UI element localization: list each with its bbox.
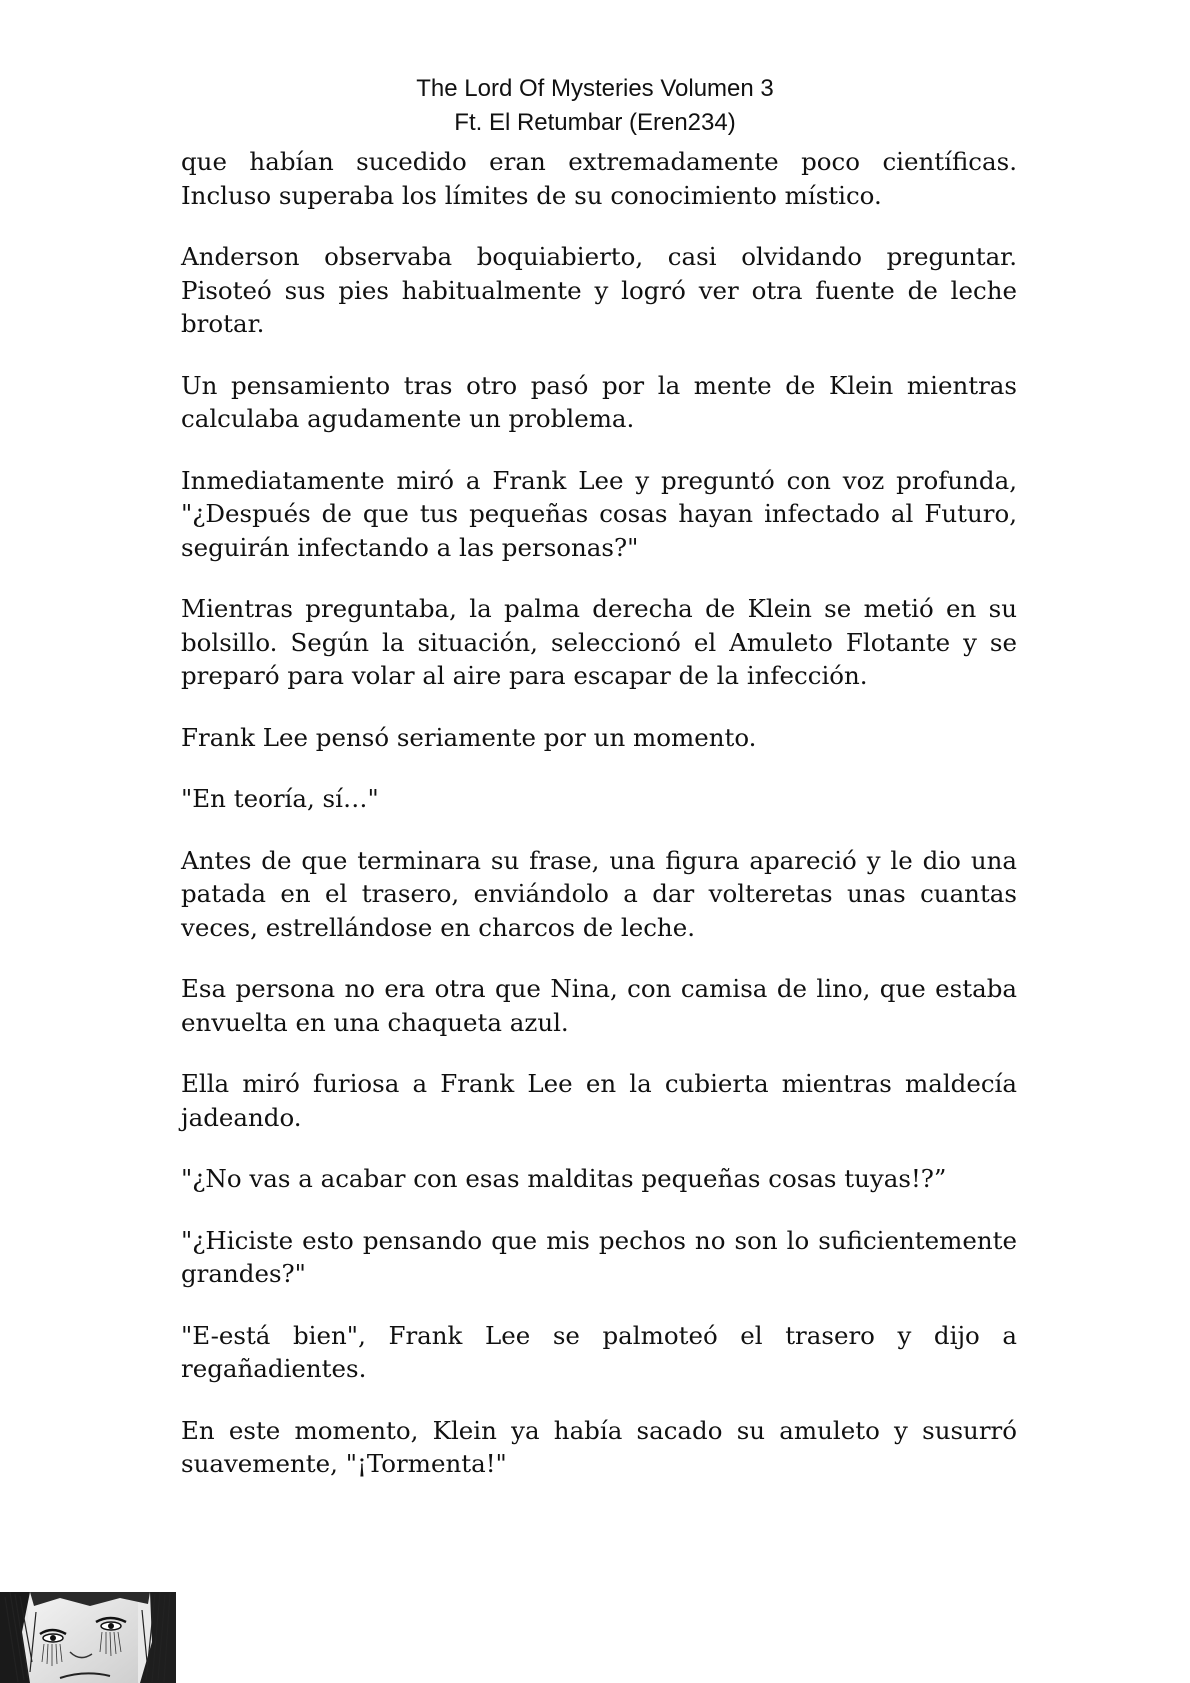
- paragraph: Inmediatamente miró a Frank Lee y preguntó con voz profunda, "¿Después de que tus pequeñas cosas hayan infectado al Futuro, seguirán infectando a las personas?": [181, 465, 1017, 562]
- paragraph: Mientras preguntaba, la palma derecha de Klein se metió en su bolsillo. Según la situación, seleccionó el Amuleto Flotante y se preparó para volar al aire para escapar de la infección.: [181, 594, 1017, 690]
- page-body: [181, 145, 1017, 1509]
- paragraph: que habían sucedido eran extremadamente poco científicas. Incluso superaba los límites de su conocimiento místico.: [181, 147, 1017, 210]
- paragraph: Un pensamiento tras otro pasó por la mente de Klein mientras calculaba agudamente un problema.: [181, 370, 1017, 433]
- paragraph: En este momento, Klein ya había sacado su amuleto y susurró suavemente, "¡Tormenta!": [181, 1415, 1017, 1478]
- paragraph: "En teoría, sí…": [181, 784, 379, 813]
- paragraph: Frank Lee pensó seriamente por un momento.: [181, 722, 757, 752]
- document-header: [0, 72, 1190, 140]
- header-subtitle: Ft. El Retumbar (Eren234): [454, 109, 736, 136]
- paragraph: Antes de que terminara su frase, una figura apareció y le dio una patada en el trasero, enviándolo a dar volteretas unas cuantas veces, estrellándose en charcos de leche.: [181, 845, 1017, 942]
- manga-illustration: [0, 1592, 176, 1683]
- paragraph: Anderson observaba boquiabierto, casi olvidando preguntar. Pisoteó sus pies habitualmente y logró ver otra fuente de leche brotar.: [181, 242, 1017, 338]
- paragraph: "¿No vas a acabar con esas malditas pequeñas cosas tuyas!?”: [181, 1164, 947, 1193]
- paragraph: "¿Hiciste esto pensando que mis pechos no son lo suficientemente grandes?": [181, 1225, 1017, 1288]
- header-title: The Lord Of Mysteries Volumen 3: [416, 75, 774, 102]
- paragraph: Esa persona no era otra que Nina, con camisa de lino, que estaba envuelta en una chaqueta azul.: [181, 974, 1017, 1037]
- paragraph: Ella miró furiosa a Frank Lee en la cubierta mientras maldecía jadeando.: [181, 1069, 1017, 1132]
- paragraph: "E-está bien", Frank Lee se palmoteó el trasero y dijo a regañadientes.: [181, 1320, 1017, 1383]
